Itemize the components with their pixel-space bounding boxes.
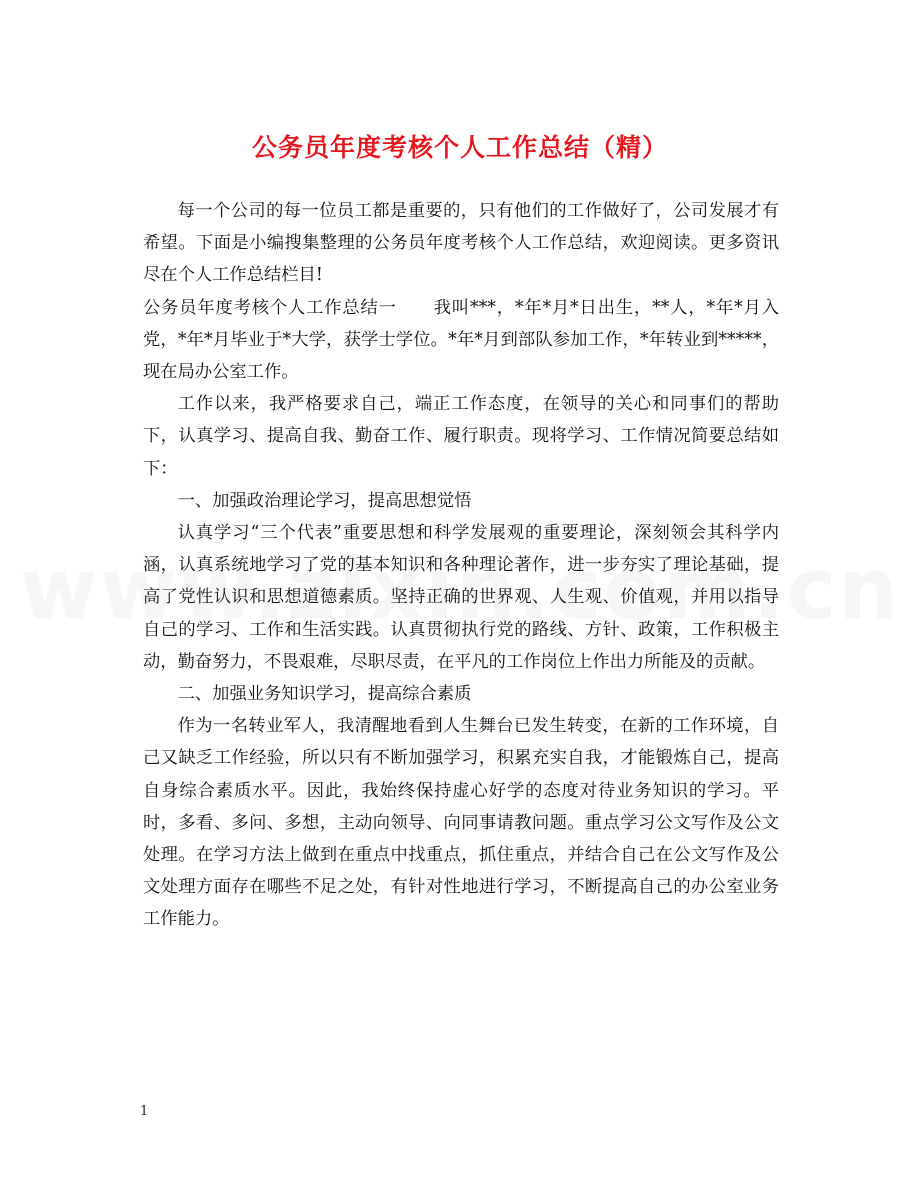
page-number: 1 <box>140 1104 149 1119</box>
section-heading-2: 二、加强业务知识学习，提高综合素质 <box>177 684 472 705</box>
paragraph-business: 作为一名转业军人，我清醒地看到人生舞台已发生转变，在新的工作环境，自己又缺乏工作经验，所以只有不断加强学习，积累充实自我，才能锻炼自己，提高自身综合素质水平。因此，我始终保持虚心好学的态度对待业务知识的学习。平时，多看、多问、多想，主动向领导、向同事请教问题。重点学习公文写作及公文处理。在学习方法上做到在重点中找重点，抓住重点，并结合自己在公文写作及公文处理方面存在哪些不足之处，有针对性地进行学习，不断提高自己的办公室业务工作能力。 <box>143 716 779 930</box>
paragraph-intro <box>143 292 779 389</box>
paragraph-opening: 每一个公司的每一位员工都是重要的，只有他们的工作做好了，公司发展才有希望。下面是小编搜集整理的公务员年度考核个人工作总结，欢迎阅读。更多资讯尽在个人工作总结栏目! <box>143 201 779 286</box>
paragraph-work: 工作以来，我严格要求自己，端正工作态度，在领导的关心和同事们的帮助下，认真学习、提高自我、勤奋工作、履行职责。现将学习、工作情况简要总结如下： <box>143 394 779 479</box>
intro-text: 我叫***，*年*月*日出生，**人，*年*月入党，*年*月毕业于*大学，获学士学位。*年*月到部队参加工作，*年转业到*****，现在局办公室工作。 <box>143 297 779 383</box>
section-heading-1: 一、加强政治理论学习，提高思想觉悟 <box>177 490 472 511</box>
intro-label: 公务员年度考核个人工作总结一 <box>143 297 397 318</box>
document-title: 公务员年度考核个人工作总结（精） <box>251 133 668 162</box>
paragraph-politics: 认真学习“三个代表”重要思想和科学发展观的重要理论，深刻领会其科学内涵，认真系统地学习了党的基本知识和各种理论著作，进一步夯实了理论基础，提高了党性认识和思想道德素质。坚持正确的世界观、人生观、价值观，并用以指导自己的学习、工作和生活实践。认真贯彻执行党的路线、方针、政策，工作积极主动，勤奋努力，不畏艰难，尽职尽责，在平凡的工作岗位上作出力所能及的贡献。 <box>143 523 779 672</box>
document-body <box>143 195 779 936</box>
